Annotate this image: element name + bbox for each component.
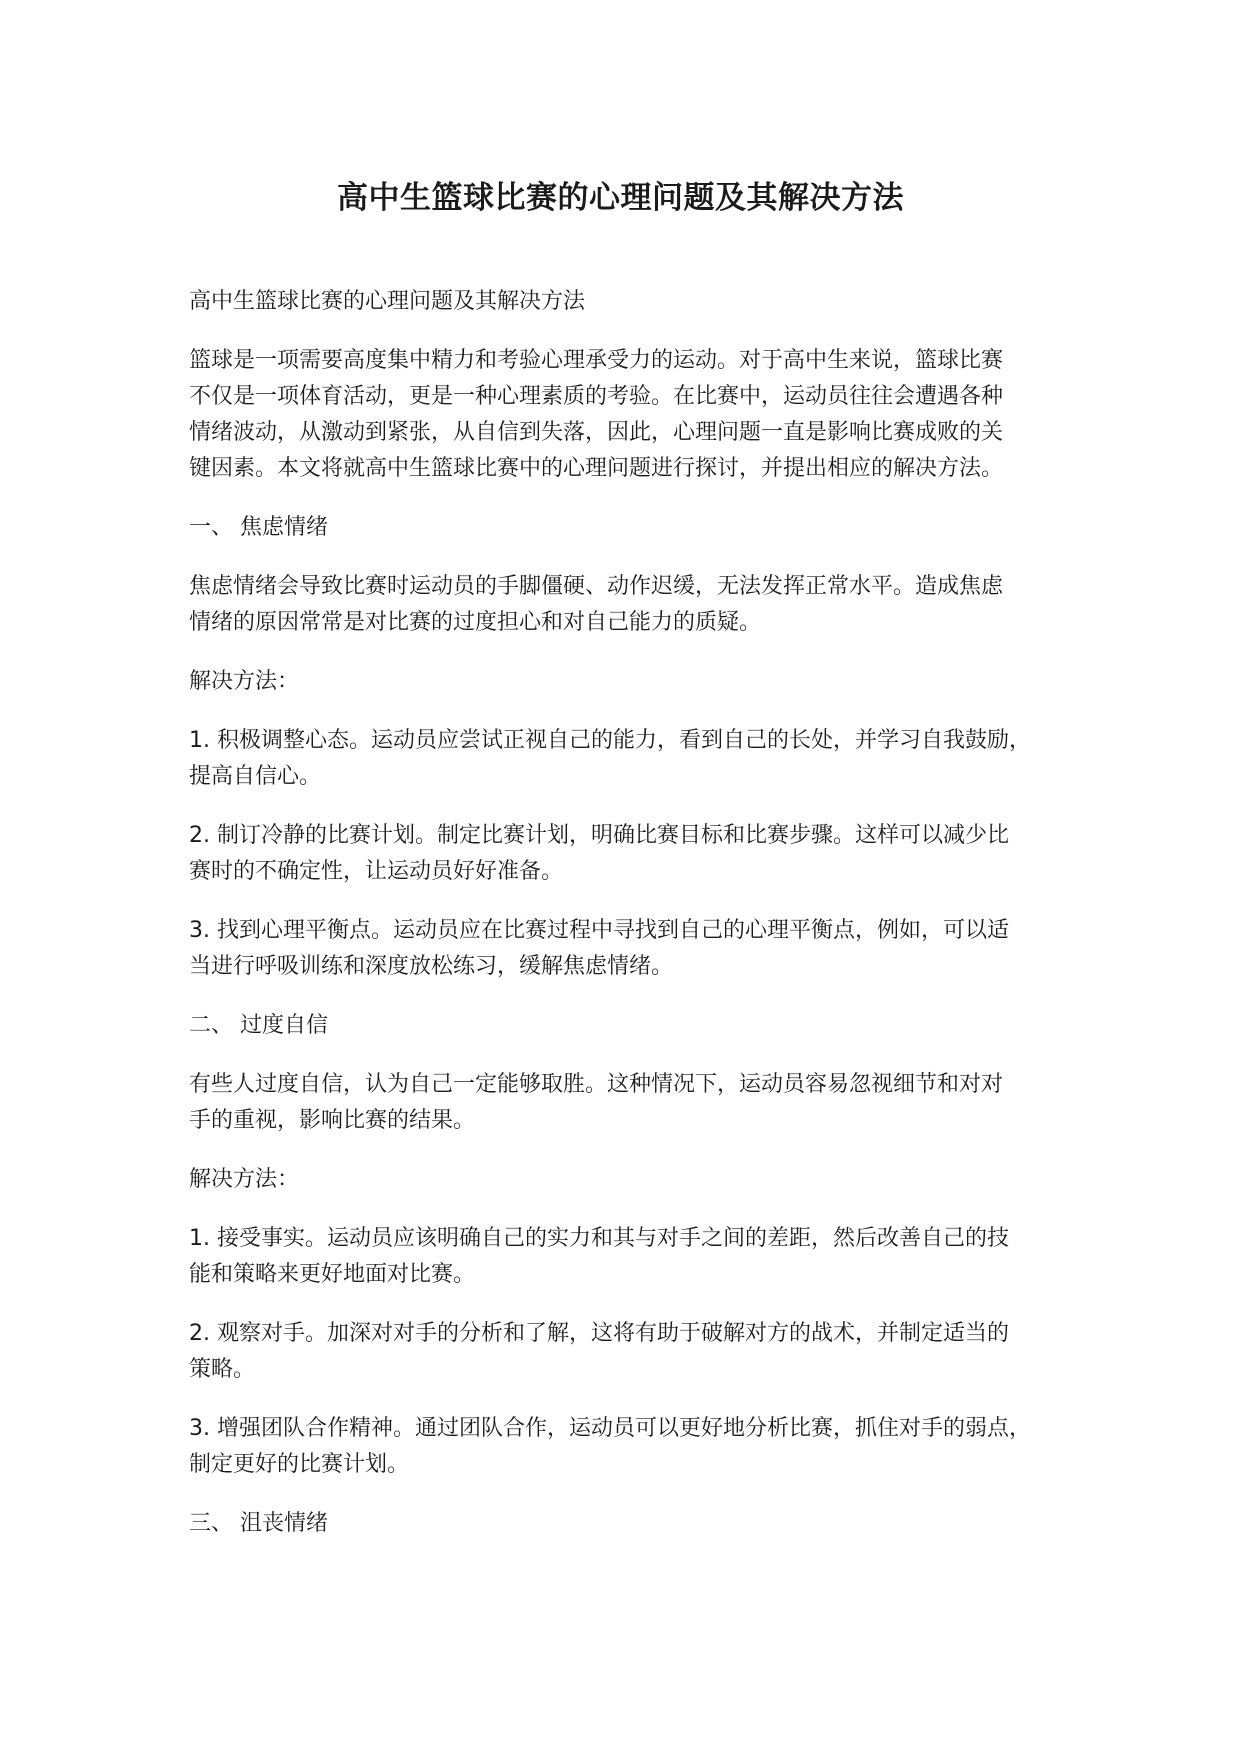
paragraph	[189, 818, 1081, 890]
text-line: 1. 积极调整心态。运动员应尝试正视自己的能力，看到自己的长处，并学习自我鼓励，	[189, 728, 1031, 753]
text-line: 手的重视，影响比赛的结果。	[189, 1108, 476, 1133]
text-line: 赛时的不确定性，让运动员好好准备。	[189, 859, 564, 884]
section-heading	[189, 1008, 1081, 1044]
paragraph	[189, 1067, 1081, 1139]
text-line: 策略。	[189, 1357, 256, 1382]
paragraph	[189, 1411, 1081, 1483]
document-body	[189, 284, 1081, 1565]
text-line: 一、 焦虑情绪	[189, 515, 328, 540]
text-line: 键因素。本文将就高中生篮球比赛中的心理问题进行探讨，并提出相应的解决方法。	[189, 456, 1004, 481]
paragraph	[189, 664, 1081, 700]
text-line: 提高自信心。	[189, 764, 322, 789]
text-line: 2. 观察对手。加深对对手的分析和了解，这将有助于破解对方的战术，并制定适当的	[189, 1321, 1009, 1346]
text-line: 当进行呼吸训练和深度放松练习，缓解焦虑情绪。	[189, 954, 674, 979]
text-line: 制定更好的比赛计划。	[189, 1452, 410, 1477]
document-title: 高中生篮球比赛的心理问题及其解决方法	[337, 180, 904, 216]
paragraph	[189, 569, 1081, 641]
text-line: 有些人过度自信，认为自己一定能够取胜。这种情况下，运动员容易忽视细节和对对	[189, 1072, 1004, 1097]
paragraph	[189, 284, 1081, 320]
paragraph	[189, 723, 1081, 795]
text-line: 能和策略来更好地面对比赛。	[189, 1262, 476, 1287]
text-line: 篮球是一项需要高度集中精力和考验心理承受力的运动。对于高中生来说，篮球比赛	[189, 348, 1004, 373]
paragraph	[189, 1221, 1081, 1293]
text-line: 3. 找到心理平衡点。运动员应在比赛过程中寻找到自己的心理平衡点，例如，可以适	[189, 918, 1009, 943]
text-line: 2. 制订冷静的比赛计划。制定比赛计划，明确比赛目标和比赛步骤。这样可以减少比	[189, 823, 1009, 848]
text-line: 解决方法：	[189, 1167, 300, 1192]
paragraph	[189, 1162, 1081, 1198]
paragraph	[189, 913, 1081, 985]
section-heading	[189, 510, 1081, 546]
text-line: 情绪的原因常常是对比赛的过度担心和对自己能力的质疑。	[189, 610, 762, 635]
section-heading	[189, 1506, 1081, 1542]
text-line: 二、 过度自信	[189, 1013, 328, 1038]
paragraph	[189, 1316, 1081, 1388]
text-line: 高中生篮球比赛的心理问题及其解决方法	[189, 289, 586, 314]
text-line: 焦虑情绪会导致比赛时运动员的手脚僵硬、动作迟缓，无法发挥正常水平。造成焦虑	[189, 574, 1004, 599]
text-line: 不仅是一项体育活动，更是一种心理素质的考验。在比赛中，运动员往往会遭遇各种	[189, 384, 1004, 409]
text-line: 情绪波动，从激动到紧张，从自信到失落，因此，心理问题一直是影响比赛成败的关	[189, 420, 1004, 445]
paragraph	[189, 343, 1081, 487]
text-line: 1. 接受事实。运动员应该明确自己的实力和其与对手之间的差距，然后改善自己的技	[189, 1226, 1009, 1251]
text-line: 解决方法：	[189, 669, 300, 694]
text-line: 三、 沮丧情绪	[189, 1511, 328, 1536]
text-line: 3. 增强团队合作精神。通过团队合作，运动员可以更好地分析比赛，抓住对手的弱点，	[189, 1416, 1031, 1441]
